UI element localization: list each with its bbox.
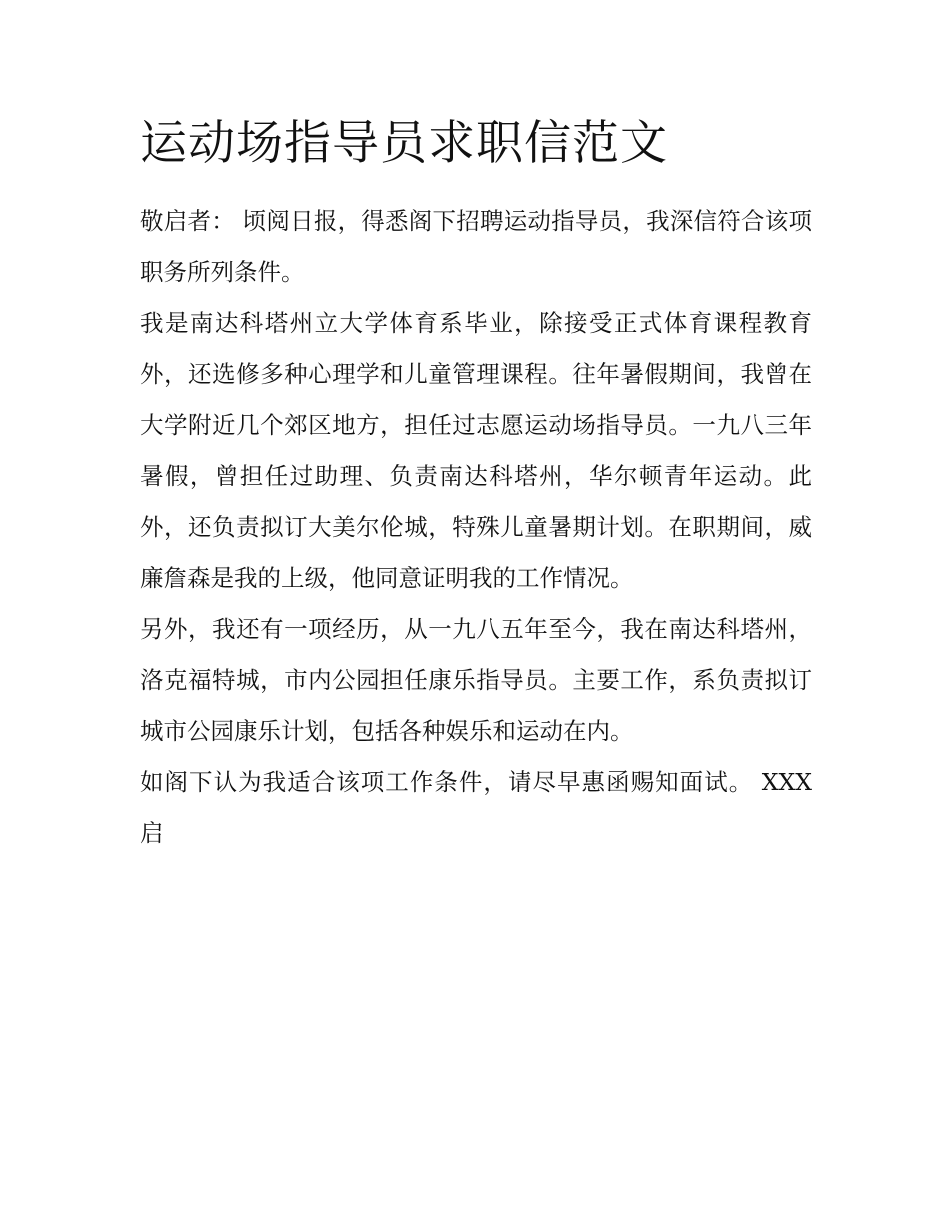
signature: XXX 启 xyxy=(140,768,812,847)
paragraph-closing xyxy=(140,757,812,859)
paragraph-greeting: 敬启者： 顷阅日报，得悉阁下招聘运动指导员，我深信符合该项职务所列条件。 xyxy=(140,207,812,286)
closing-text: 如阁下认为我适合该项工作条件，请尽早惠函赐知面试。 xyxy=(140,768,754,796)
paragraph-background: 我是南达科塔州立大学体育系毕业，除接受正式体育课程教育外，还选修多种心理学和儿童管理课程。往年暑假期间，我曾在大学附近几个郊区地方，担任过志愿运动场指导员。一九八三年暑假，曾担任过助理、负责南达科塔州，华尔顿青年运动。此外，还负责拟订大美尔伦城，特殊儿童暑期计划。在职期间，威廉詹森是我的上级，他同意证明我的工作情况。 xyxy=(140,309,812,592)
paragraph-experience: 另外，我还有一项经历，从一九八五年至今，我在南达科塔州，洛克福特城，市内公园担任康乐指导员。主要工作，系负责拟订城市公园康乐计划，包括各种娱乐和运动在内。 xyxy=(140,615,812,745)
letter-body xyxy=(140,196,812,859)
document-title: 运动场指导员求职信范文 xyxy=(140,116,668,171)
